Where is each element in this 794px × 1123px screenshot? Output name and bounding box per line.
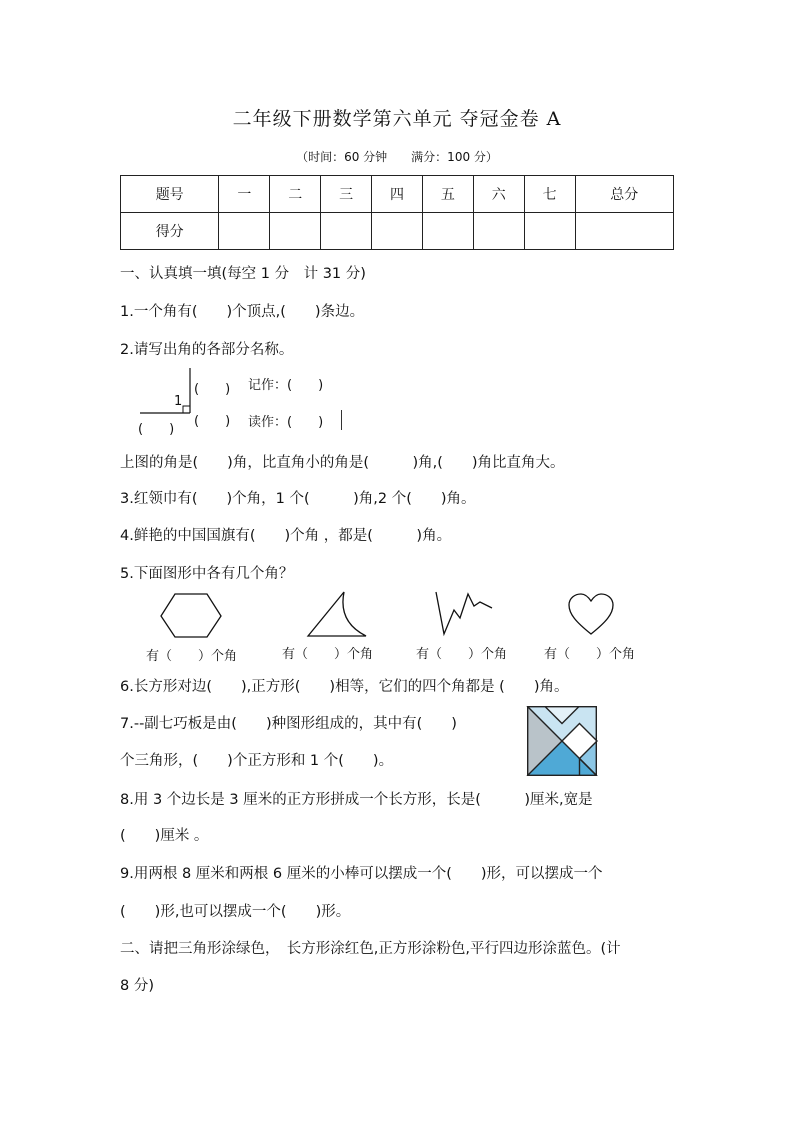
section-2-heading: 二、请把三角形涂绿色， 长方形涂红色,正方形涂粉色,平行四边形涂蓝色。(计 [120, 941, 621, 957]
triangle-angle-count: 有（ ）个角 [282, 647, 374, 662]
curved-triangle-figure [304, 588, 370, 640]
score-table [120, 175, 674, 250]
page-title: 二年级下册数学第六单元 夺冠金卷 A [232, 108, 562, 130]
blank-bottom: ( ) [138, 422, 175, 437]
cursor-mark [341, 410, 342, 430]
table-cell: 得分 [121, 213, 219, 250]
hexagon-figure [158, 591, 224, 641]
score-cell[interactable] [321, 213, 372, 250]
angle-label: 1 [174, 394, 183, 409]
table-cell: 六 [473, 176, 524, 213]
question-9-line-2: ( )形,也可以摆成一个( )形。 [120, 904, 351, 920]
question-8-line-2: ( )厘米 。 [120, 828, 209, 844]
score-table-header-row [121, 176, 674, 213]
score-cell[interactable] [473, 213, 524, 250]
question-7-line-1: 7.--副七巧板是由( )种图形组成的，其中有( ) [120, 716, 457, 732]
heart-angle-count: 有（ ）个角 [544, 647, 636, 662]
question-4: 4.鲜艳的中国国旗有( )个角 ，都是( )角。 [120, 528, 452, 544]
question-2-followup: 上图的角是( )角，比直角小的角是( )角,( )角比直角大。 [120, 455, 565, 471]
score-cell[interactable] [422, 213, 473, 250]
table-cell: 七 [524, 176, 575, 213]
zigzag-figure [432, 588, 496, 638]
tangram-figure [526, 706, 598, 776]
score-table-score-row [121, 213, 674, 250]
score-cell[interactable] [372, 213, 423, 250]
question-1: 1.一个角有( )个顶点,( )条边。 [120, 304, 365, 320]
section-2-heading-cont: 8 分) [120, 978, 154, 994]
score-cell[interactable] [270, 213, 321, 250]
question-9-line-1: 9.用两根 8 厘米和两根 6 厘米的小棒可以摆成一个( )形，可以摆成一个 [120, 866, 603, 882]
angle-notation: 记作：( ) [248, 378, 324, 393]
question-6: 6.长方形对边( ),正方形( )相等，它们的四个角都是 ( )角。 [120, 679, 569, 695]
blank-side: ( ) [194, 414, 231, 429]
question-5: 5.下面图形中各有几个角？ [120, 566, 294, 582]
score-cell[interactable] [524, 213, 575, 250]
question-2: 2.请写出角的各部分名称。 [120, 342, 294, 358]
heart-figure [566, 592, 616, 638]
score-cell[interactable] [219, 213, 270, 250]
exam-info: （时间：60 分钟 满分：100 分） [296, 150, 498, 164]
table-cell: 三 [321, 176, 372, 213]
table-cell: 五 [422, 176, 473, 213]
hexagon-angle-count: 有（ ）个角 [146, 649, 238, 664]
question-8-line-1: 8.用 3 个边长是 3 厘米的正方形拼成一个长方形，长是( )厘米,宽是 [120, 792, 593, 808]
table-cell: 一 [219, 176, 270, 213]
question-3: 3.红领巾有( )个角，1 个( )角,2 个( )角。 [120, 491, 476, 507]
angle-reading: 读作：( ) [248, 415, 324, 430]
question-7-line-2: 个三角形，( )个正方形和 1 个( )。 [120, 753, 394, 769]
table-cell: 题号 [121, 176, 219, 213]
table-cell: 二 [270, 176, 321, 213]
table-cell: 总分 [575, 176, 674, 213]
blank-vertex: ( ) [194, 382, 231, 397]
table-cell: 四 [372, 176, 423, 213]
zigzag-angle-count: 有（ ）个角 [416, 647, 508, 662]
section-1-heading: 一、认真填一填(每空 1 分 计 31 分) [120, 266, 366, 282]
score-cell[interactable] [575, 213, 674, 250]
